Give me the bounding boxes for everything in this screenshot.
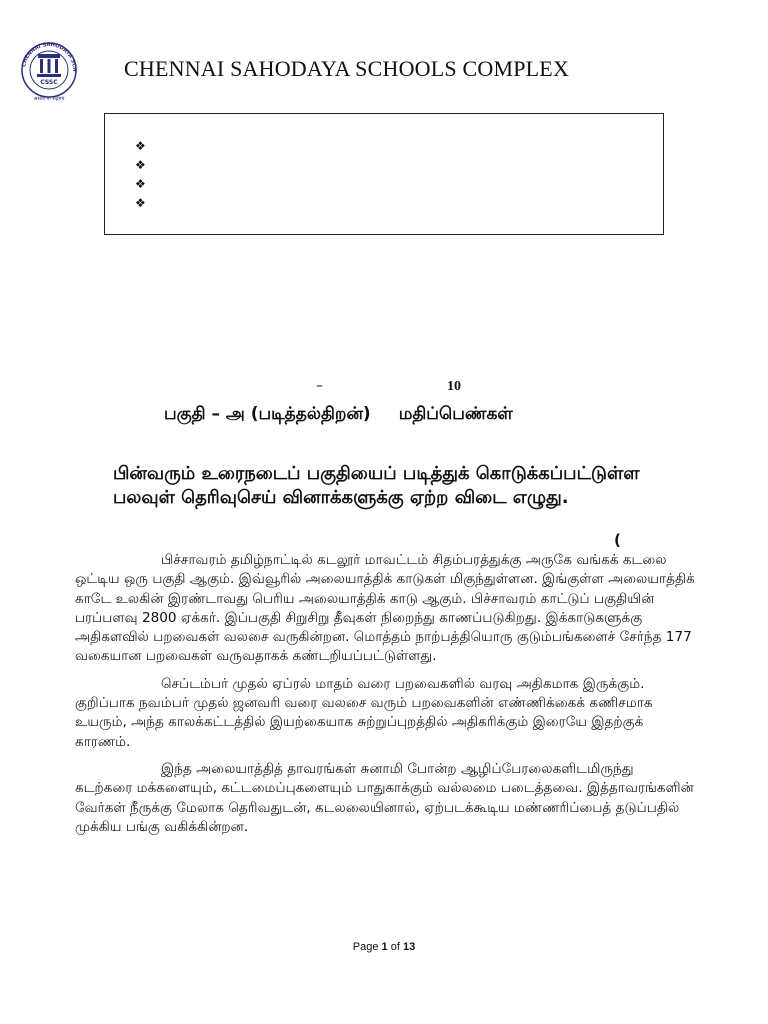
passage-paragraph: பிச்சாவரம் தமிழ்நாட்டில் கடலூர் மாவட்டம் சிதம்பரத்துக்கு அருகே வங்கக் கடலை ஒட்டிய ஒரு பகுதி ஆகும். இவ்வூரில் அலையாத்திக் காடுகள் மிகுந்துள்ளன. இங்குள்ள அலையாத்திக் காடே உலகின் இரண்டாவது பெரிய அலையாத்திக் காடு ஆகும். பிச்சாவரம் காட்டுப் பகுதியின் பரப்பளவு 2800 ஏக்கர். இப்பகுதி சிறுசிறு தீவுகள் நிறைந்து காணப்படுகிறது. இக்காடுகளுக்கு அதிகளவில் பறவைகள் வலசை வருகின்றன. மொத்தம் நாற்பத்தியொரு குடும்பங்களைச் சேர்ந்த 177 வகையான பறவைகள் வருவதாகக் கண்டறியப்பட்டுள்ளது.	[75, 552, 695, 665]
logo-inner-text: CSSC	[40, 79, 58, 86]
diamond-bullet-icon: ❖	[135, 195, 146, 210]
section-marks-label: மதிப்பெண்கள்	[398, 404, 513, 424]
section-title: பகுதி – அ (படித்தல்திறன்)	[164, 404, 371, 424]
diamond-bullet-icon: ❖	[135, 138, 146, 153]
section-heading	[164, 404, 513, 426]
instructions-box	[104, 113, 664, 235]
page-title: CHENNAI SAHODAYA SCHOOLS COMPLEX	[124, 56, 570, 81]
diamond-bullet-icon: ❖	[135, 176, 146, 191]
school-logo	[14, 40, 84, 100]
instruction-item	[135, 174, 146, 193]
total-marks: 10	[447, 379, 461, 394]
logo-motto: असतो मा सद्गमय	[33, 96, 65, 102]
question-bracket: (	[614, 531, 621, 549]
total-pages: 13	[402, 941, 416, 953]
passage-paragraph: இந்த அலையாத்தித் தாவரங்கள் சுனாமி போன்ற ஆழிப்பேரலைகளிடமிருந்து கடற்கரை மக்களையும், கட்டமைப்புகளையும் பாதுகாக்கும் வல்லமை படைத்தவை. இத்தாவரங்களின் வேர்கள் நீருக்கு மேலாக தெரிவதுடன், கடலலையினால், ஏற்படக்கூடிய மண்ணரிப்பைத் தடுப்பதில் முக்கிய பங்கு வகிக்கின்றன.	[75, 760, 694, 835]
passage-paragraph: செப்டம்பர் முதல் ஏப்ரல் மாதம் வரை பறவைகளில் வரவு அதிகமாக இருக்கும். குறிப்பாக நவம்பர் முதல் ஜனவரி வரை வலசை வரும் பறவைகளின் எண்ணிக்கைக் கணிசமாக உயரும், அந்த காலக்கட்டத்தில் இயற்கையாக சுற்றுப்புறத்தில் அதிகரிக்கும் இரையே இதற்குக் காரணம்.	[75, 675, 653, 750]
instruction-item	[135, 155, 146, 174]
diamond-bullet-icon: ❖	[135, 157, 146, 172]
reading-passage	[75, 551, 695, 845]
question-text: பின்வரும் உரைநடைப் பகுதியைப் படித்துக் கொடுக்கப்பட்டுள்ள பலவுள் தெரிவுசெய் வினாக்களுக்கு ஏற்ற விடை எழுது.	[113, 463, 640, 508]
instructions-list	[135, 136, 146, 212]
page-number: Page 1 of 13	[352, 941, 416, 953]
logo-ring-text: CHENNAI SAHODAYA SCH	[21, 41, 78, 72]
instruction-item	[135, 136, 146, 155]
current-page: 1	[381, 941, 388, 953]
instruction-item	[135, 193, 146, 212]
marks-dash: –	[316, 378, 323, 394]
